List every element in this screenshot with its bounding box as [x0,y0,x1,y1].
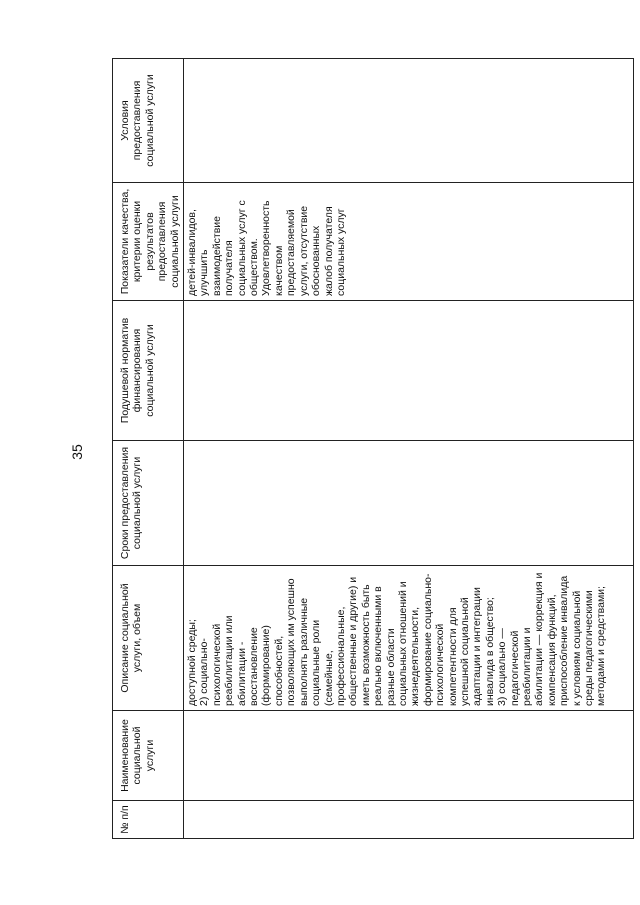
header-terms: Сроки предоставления социальной услуги [113,441,184,566]
description-line: социальных отношений и [396,581,409,706]
description-line: жизнедеятельности, [409,606,422,706]
description-line: иметь возможность быть [359,584,372,706]
description-line: адаптации и интеграции [471,587,484,706]
description-line: инвалида в общество; [483,597,496,706]
table-header-row [113,59,184,839]
quality-text [186,187,347,296]
description-line: общественные и другие) и [347,576,360,706]
description-text [186,570,608,706]
description-line: 2) социально- [198,638,211,706]
cell-norm [184,301,634,441]
cell-service-name [184,711,634,801]
table-row [184,59,634,839]
quality-line: социальных услуг [334,208,347,296]
description-line: реабилитации и [521,627,533,706]
quality-line: социальных услуг с [235,200,248,296]
header-service-name: Наименование социальной услуги [113,711,184,801]
description-line: компетентности для [446,607,459,706]
description-line: к условиям социальной [570,590,583,706]
rotated-table-wrapper [112,59,634,839]
header-number: № п/п [113,801,184,839]
cell-terms [184,441,634,566]
header-norm: Подушевой норматив финансирования социальной услуги [113,301,184,441]
description-line: методами и средствами; [595,586,608,706]
description-line: формирование социально- [421,573,434,706]
description-line: разные области [384,628,397,706]
quality-line: услуги, отсутствие [297,205,310,296]
description-line: психологической [210,623,223,706]
description-line: педагогической [508,630,521,706]
quality-line: Удовлетворенность [260,200,273,296]
cell-number [184,801,634,839]
quality-line: детей-инвалидов, [186,209,199,296]
header-quality: Показатели качества, критерии оценки результатов предоставления социальной услуги [113,183,184,301]
description-line: абилитации - [235,641,248,706]
description-line: 3) социально — [496,628,509,706]
description-line: восстановление [248,627,261,706]
description-line: социальные роли [310,619,323,706]
header-description: Описание социальной услуги, объем [113,566,184,711]
services-table [112,58,634,839]
description-line: выполнять различные [297,597,310,706]
quality-line: жалоб получателя [322,206,335,296]
cell-description [184,566,634,711]
description-line: (формирование) [260,625,273,706]
description-line: реабилитации или [223,615,236,706]
description-line: компенсация функций, [545,594,558,706]
description-line: способностей, [272,635,285,706]
quality-line: обоснованных [310,225,323,296]
page-number: 35 [69,444,85,460]
description-line: профессиональные, [334,606,347,706]
description-line: приспособление инвалида [558,575,571,706]
description-line: психологической [434,623,447,706]
quality-line: получателя [223,240,236,296]
description-line: доступной среды; [186,619,199,706]
cell-quality [184,183,634,301]
description-line: позволяющих им успешно [285,578,298,706]
description-line: успешной социальной [458,597,471,706]
header-conditions: Условия предоставления социальной услуги [113,59,184,183]
quality-line: предоставляемой [285,209,298,296]
quality-line: качеством [272,245,285,296]
description-line: абилитации — коррекция и [533,572,546,706]
cell-conditions [184,59,634,183]
quality-line: взаимодействие [210,216,223,296]
quality-line: обществом. [248,238,261,296]
quality-line: улучшить [198,249,211,296]
description-line: среды педагогическими [583,590,596,706]
description-line: (семейные, [322,650,335,706]
description-line: реально включенными в [372,586,385,706]
